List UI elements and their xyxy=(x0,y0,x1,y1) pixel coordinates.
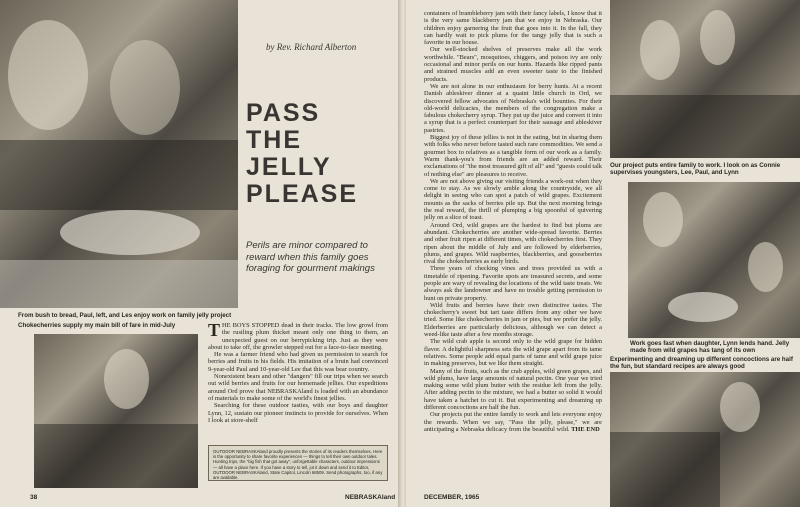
body-paragraph: Around Ord, wild grapes are the hardest to find but plums are abundant. Chokecherries are another wide-spread favorite. Berries and other fruit ripen at different times, with chokecherries first. They ripen about the middle of July and are followed by elderberries, plums, and grapes. Wild raspberries, blackberries, and gooseberries rival the chokecherries as early birds. xyxy=(424,221,602,266)
body-paragraph: He was a farmer friend who had given us permission to search for berries and fruits in his fields. His imitation of a bruin had convinced 9-year-old Paul and 10-year-old Lee that this was bear country. xyxy=(208,351,388,373)
photo-family-picking xyxy=(610,0,800,158)
body-paragraph: THE BOYS STOPPED dead in their tracks. The low growl from the rustling plum thicket meant only one thing to them, an unexpected guest on our berrypicking trip. Just as they were about to take off, the growler stepped out for a face-to-face meeting. xyxy=(208,322,388,351)
caption-lynn-helps: Work goes fast when daughter, Lynn lends hand. Jelly made from wild grapes has tang of its own xyxy=(630,340,790,354)
body-paragraph: Three years of checking vines and trees provided us with a timetable of ripening. Favorite spots are treasured secrets, and some people are wary of revealing the locations of the wild taste treats. We always ask the landowner and have no trouble getting permission to hunt on private property. xyxy=(424,265,602,302)
footer-magazine-name: NEBRASKAland xyxy=(345,494,396,501)
caption-chokecherries: Chokecherries supply my main bill of fare in mid-July xyxy=(18,322,176,329)
photo-man-chokecherries xyxy=(34,334,198,488)
body-paragraph: Nonexistent bears and other "dangers" fill our trips when we search out wild berries and fruits for our homemade jellies. Our expeditions around Ord prove that NEBRASKAland is loaded with an abundance of materials to make some of the world's finest jellies. xyxy=(208,373,388,402)
caption-top-photo: From bush to bread, Paul, left, and Les enjoy work on family jelly project xyxy=(18,312,232,319)
body-paragraph: Our well-stocked shelves of preserves make all the work worthwhile. "Bears", mosquitoes, chiggers, and poison ivy are only occasional and minor perils on our hunts. Hazards like ripped pants and strained muscles add an even sweeter taste to the finished products. xyxy=(424,46,602,83)
right-body-column xyxy=(424,10,602,494)
gutter xyxy=(398,0,406,507)
body-paragraph: containers of brambleberry jam with their fancy labels, I know that it is the very same blackberry jam that we enjoy in Nebraska. Our children enjoy garnering the fruit that goes into it. In the fall, they can hardly wait to pick plums for the tangy jelly that is such a favorite in our house. xyxy=(424,10,602,47)
footer-date: DECEMBER, 1965 xyxy=(424,494,480,501)
left-body-column xyxy=(208,322,388,442)
body-paragraph: We are not alone in our enthusiasm for berry hunts. At a recent Danish ableskiver dinner at a quaint little church in Ord, we discovered fellow advocates of Nebraska's wild bounties. For their old-world delicacies, the members of the congregation make a fabulous chokecherry syrup. They put up the juice and convert it into a syrup that is a perfect counterpart for their sausage and ableskiver pastries. xyxy=(424,82,602,134)
end-mark: THE END xyxy=(571,425,600,433)
dropcap: T xyxy=(208,322,221,340)
byline: by Rev. Richard Alberton xyxy=(266,42,357,52)
caption-family-project: Our project puts entire family to work. I look on as Connie supervises youngsters, Lee, Paul, and Lynn xyxy=(610,162,781,176)
headline-line: THE xyxy=(246,126,302,154)
headline xyxy=(246,100,376,208)
photo-woman-at-stove xyxy=(610,372,800,507)
page-number-left: 38 xyxy=(30,494,38,501)
headline-line: JELLY xyxy=(246,153,332,181)
body-paragraph: The wild crab apple is second only to the wild grape for hidden flavor. A delightful sharpness sets the wild grape apart from its tame relatives. Some people add equal parts of tame and wild grape juice in making preserves, but we like them straight. xyxy=(424,338,602,368)
headline-line: PASS xyxy=(246,99,321,127)
body-paragraph: Many of the fruits, such as the crab apples, wild green grapes, and wild plums, have large amounts of natural pectin. One year we tried making some wild plum butter with the residue left from the jelly. After adding pectin to the mixture, we had a butter so solid it would have taken a hatchet to cut it. But experimenting and dreaming up different concoctions are half the fun. xyxy=(424,367,602,412)
body-paragraph: Our projects put the entire family to work and lets everyone enjoy the rewards. When we say, "Pass the jelly, please," we are anticipating a Nebraska delicacy from the beautiful wild. THE END xyxy=(424,411,602,433)
body-paragraph: We are not above giving our visiting friends a work-out when they come to stay. As we slowly amble along the countryside, we all delight in seeing who can spot a patch of wild grapes. Excitement mounts as the sacks of berries pile up. But the next morning brings the real reward, the thrill of plumping a big spoonful of quivering jelly on a slice of toast. xyxy=(424,177,602,222)
caption-experimenting: Experimenting and dreaming up different concoctions are half the fun, but standard recipes are always good xyxy=(610,356,793,370)
deck: Perils are minor compared to reward when this family goes foraging for gourment makings xyxy=(246,240,375,274)
photo-boy-with-bowl xyxy=(628,182,800,338)
body-paragraph: Searching for these outdoor tasties, with our boys and daughter Lynn, 12, sustain our pioneer instincts to provide for ourselves. When I look at store-shelf xyxy=(208,402,388,424)
headline-line: PLEASE xyxy=(246,180,359,208)
body-paragraph: Wild fruits and berries have their own distinctive tastes. The chokecherry's sweet but tart taste differs from any other we have tried. Some like chokecherries in jam or pies, but we prefer the jelly. Elderberries are particularly delicious, although we can detect a weed-like taste after a few months storage. xyxy=(424,301,602,339)
body-paragraph: Biggest joy of these jellies is not in the eating, but in sharing them with folks who never before tasted such rare commodities. We send a gourmet box to relatives as a tangible form of our work as a family. Warm thank-you's from friends are an added reward. Their exclamations of "the most treasured gift of all" and "guests could talk of nothing else" are pleasures to receive. xyxy=(424,134,602,178)
photo-boys-eating-jelly-bread xyxy=(0,0,238,308)
reader-stories-box: OUTDOOR NEBRASKAland proudly presents the stories of its readers themselves. Here is the opportunity to share favorite experiences — things to tell their own outdoor tales. Hunting trips, the "big fish that got away", unforgettable characters, outdoor impressions — all have a place here. If you have a story to tell, jot it down and send it to Editor, OUTDOOR NEBRASKAland, State Capitol, Lincoln 68509. Send photographs, too, if any are available. xyxy=(208,445,388,481)
